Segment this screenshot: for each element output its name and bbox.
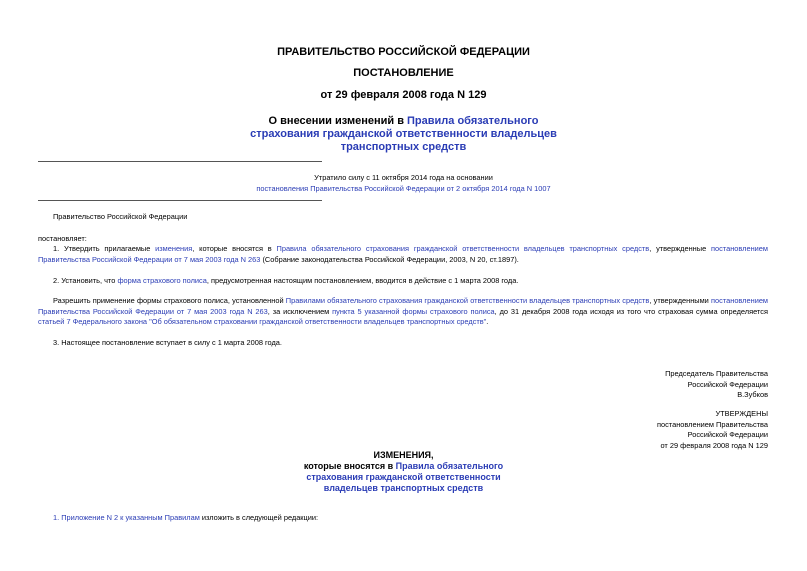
p3-text-a: Разрешить применение формы страхового полиса, установленной (53, 296, 286, 305)
p3-link-clause5[interactable]: пункта 5 указанной формы страхового полиса (332, 306, 495, 316)
p2-text-a: 2. Установить, что (53, 276, 118, 285)
changes-heading (0, 450, 807, 494)
p1-text-b: , которые вносятся в (192, 244, 277, 253)
item1-link-appendix[interactable]: 1. Приложение N 2 к указанным Правилам (53, 513, 200, 522)
p2-link-policy-form[interactable]: форма страхового полиса (117, 276, 207, 285)
p3-link-resolution[interactable]: постановлением Правительства Российской Федерации от 7 мая 2003 года N 263 (38, 296, 769, 316)
title-link-line3[interactable]: транспортных средств (340, 141, 467, 153)
p3-text-b: , утвержденными (649, 296, 712, 305)
status-note (0, 173, 807, 194)
paragraph-4: 3. Настоящее постановление вступает в силу с 1 марта 2008 года. (53, 338, 282, 347)
paragraph-3 (38, 296, 768, 328)
p1-link-resolution[interactable]: постановлением Правительства Российской Федерации от 7 мая 2003 года N 263 (38, 244, 768, 264)
body-government: Правительство Российской Федерации (53, 212, 188, 221)
title-link-line2[interactable]: страхования гражданской ответственности владельцев (250, 128, 557, 140)
status-line1: Утратило силу с 11 октября 2014 года на основании (314, 173, 493, 182)
item-1 (53, 513, 318, 524)
approved-line4: от 29 февраля 2008 года N 129 (660, 440, 768, 450)
header-date-number: от 29 февраля 2008 года N 129 (320, 89, 487, 101)
paragraph-1 (38, 244, 768, 265)
title-link-rules[interactable]: Правила обязательного (407, 115, 539, 127)
status-link[interactable]: постановления Правительства Российской Федерации от 2 октября 2014 года N 1007 (256, 183, 551, 193)
approved-line1: УТВЕРЖДЕНЫ (715, 409, 768, 418)
p1-link-changes[interactable]: изменения (155, 244, 193, 253)
signature-line3: В.Зубков (737, 390, 768, 399)
header-doc-type: ПОСТАНОВЛЕНИЕ (353, 67, 454, 79)
p3-text-c: , за исключением (267, 306, 333, 316)
header-government: ПРАВИТЕЛЬСТВО РОССИЙСКОЙ ФЕДЕРАЦИИ (277, 46, 530, 58)
approved-line3: Российской Федерации (687, 430, 768, 439)
p2-text-b: , предусмотренная настоящим постановлением, вводится в действие с 1 марта 2008 года. (206, 276, 519, 285)
approved-line2: постановлением Правительства (657, 419, 768, 429)
divider-bottom (38, 200, 322, 201)
divider-top (38, 161, 322, 162)
signature-block (560, 369, 768, 401)
paragraph-2 (38, 276, 768, 287)
p3-text-e: . (486, 317, 489, 326)
p3-link-rules[interactable]: Правилами обязательного страхования гражданской ответственности владельцев транспортных средств (285, 296, 650, 305)
document-title (0, 115, 807, 154)
changes-title: ИЗМЕНЕНИЯ, (373, 450, 434, 460)
title-prefix: О внесении изменений в (268, 115, 408, 127)
p1-text-d: (Собрание законодательства Российской Федерации, 2003, N 20, ст.1897). (260, 254, 519, 264)
changes-prefix: которые вносятся в (303, 461, 396, 471)
p1-link-rules[interactable]: Правила обязательного страхования гражданской ответственности владельцев транспортных средств (276, 244, 650, 253)
changes-link-line2[interactable]: страхования гражданской ответственности (306, 472, 501, 482)
p3-link-article7[interactable]: статьей 7 Федерального закона "Об обязательном страховании гражданской ответственности владельцев транспортных средств" (38, 317, 487, 326)
p3-text-d: , до 31 декабря 2008 года исходя из того что страховая сумма определяется (494, 306, 768, 316)
signature-line2: Российской Федерации (687, 379, 768, 389)
signature-line1: Председатель Правительства (665, 369, 768, 378)
body-resolves: постановляет: (38, 234, 87, 243)
changes-link-line3[interactable]: владельцев транспортных средств (323, 483, 484, 493)
item1-text: изложить в следующей редакции: (199, 513, 319, 522)
p1-text-c: , утвержденные (649, 244, 711, 253)
approved-block (560, 409, 768, 451)
changes-link-line1[interactable]: Правила обязательного (395, 461, 504, 471)
p1-text-a: 1. Утвердить прилагаемые (53, 244, 156, 253)
